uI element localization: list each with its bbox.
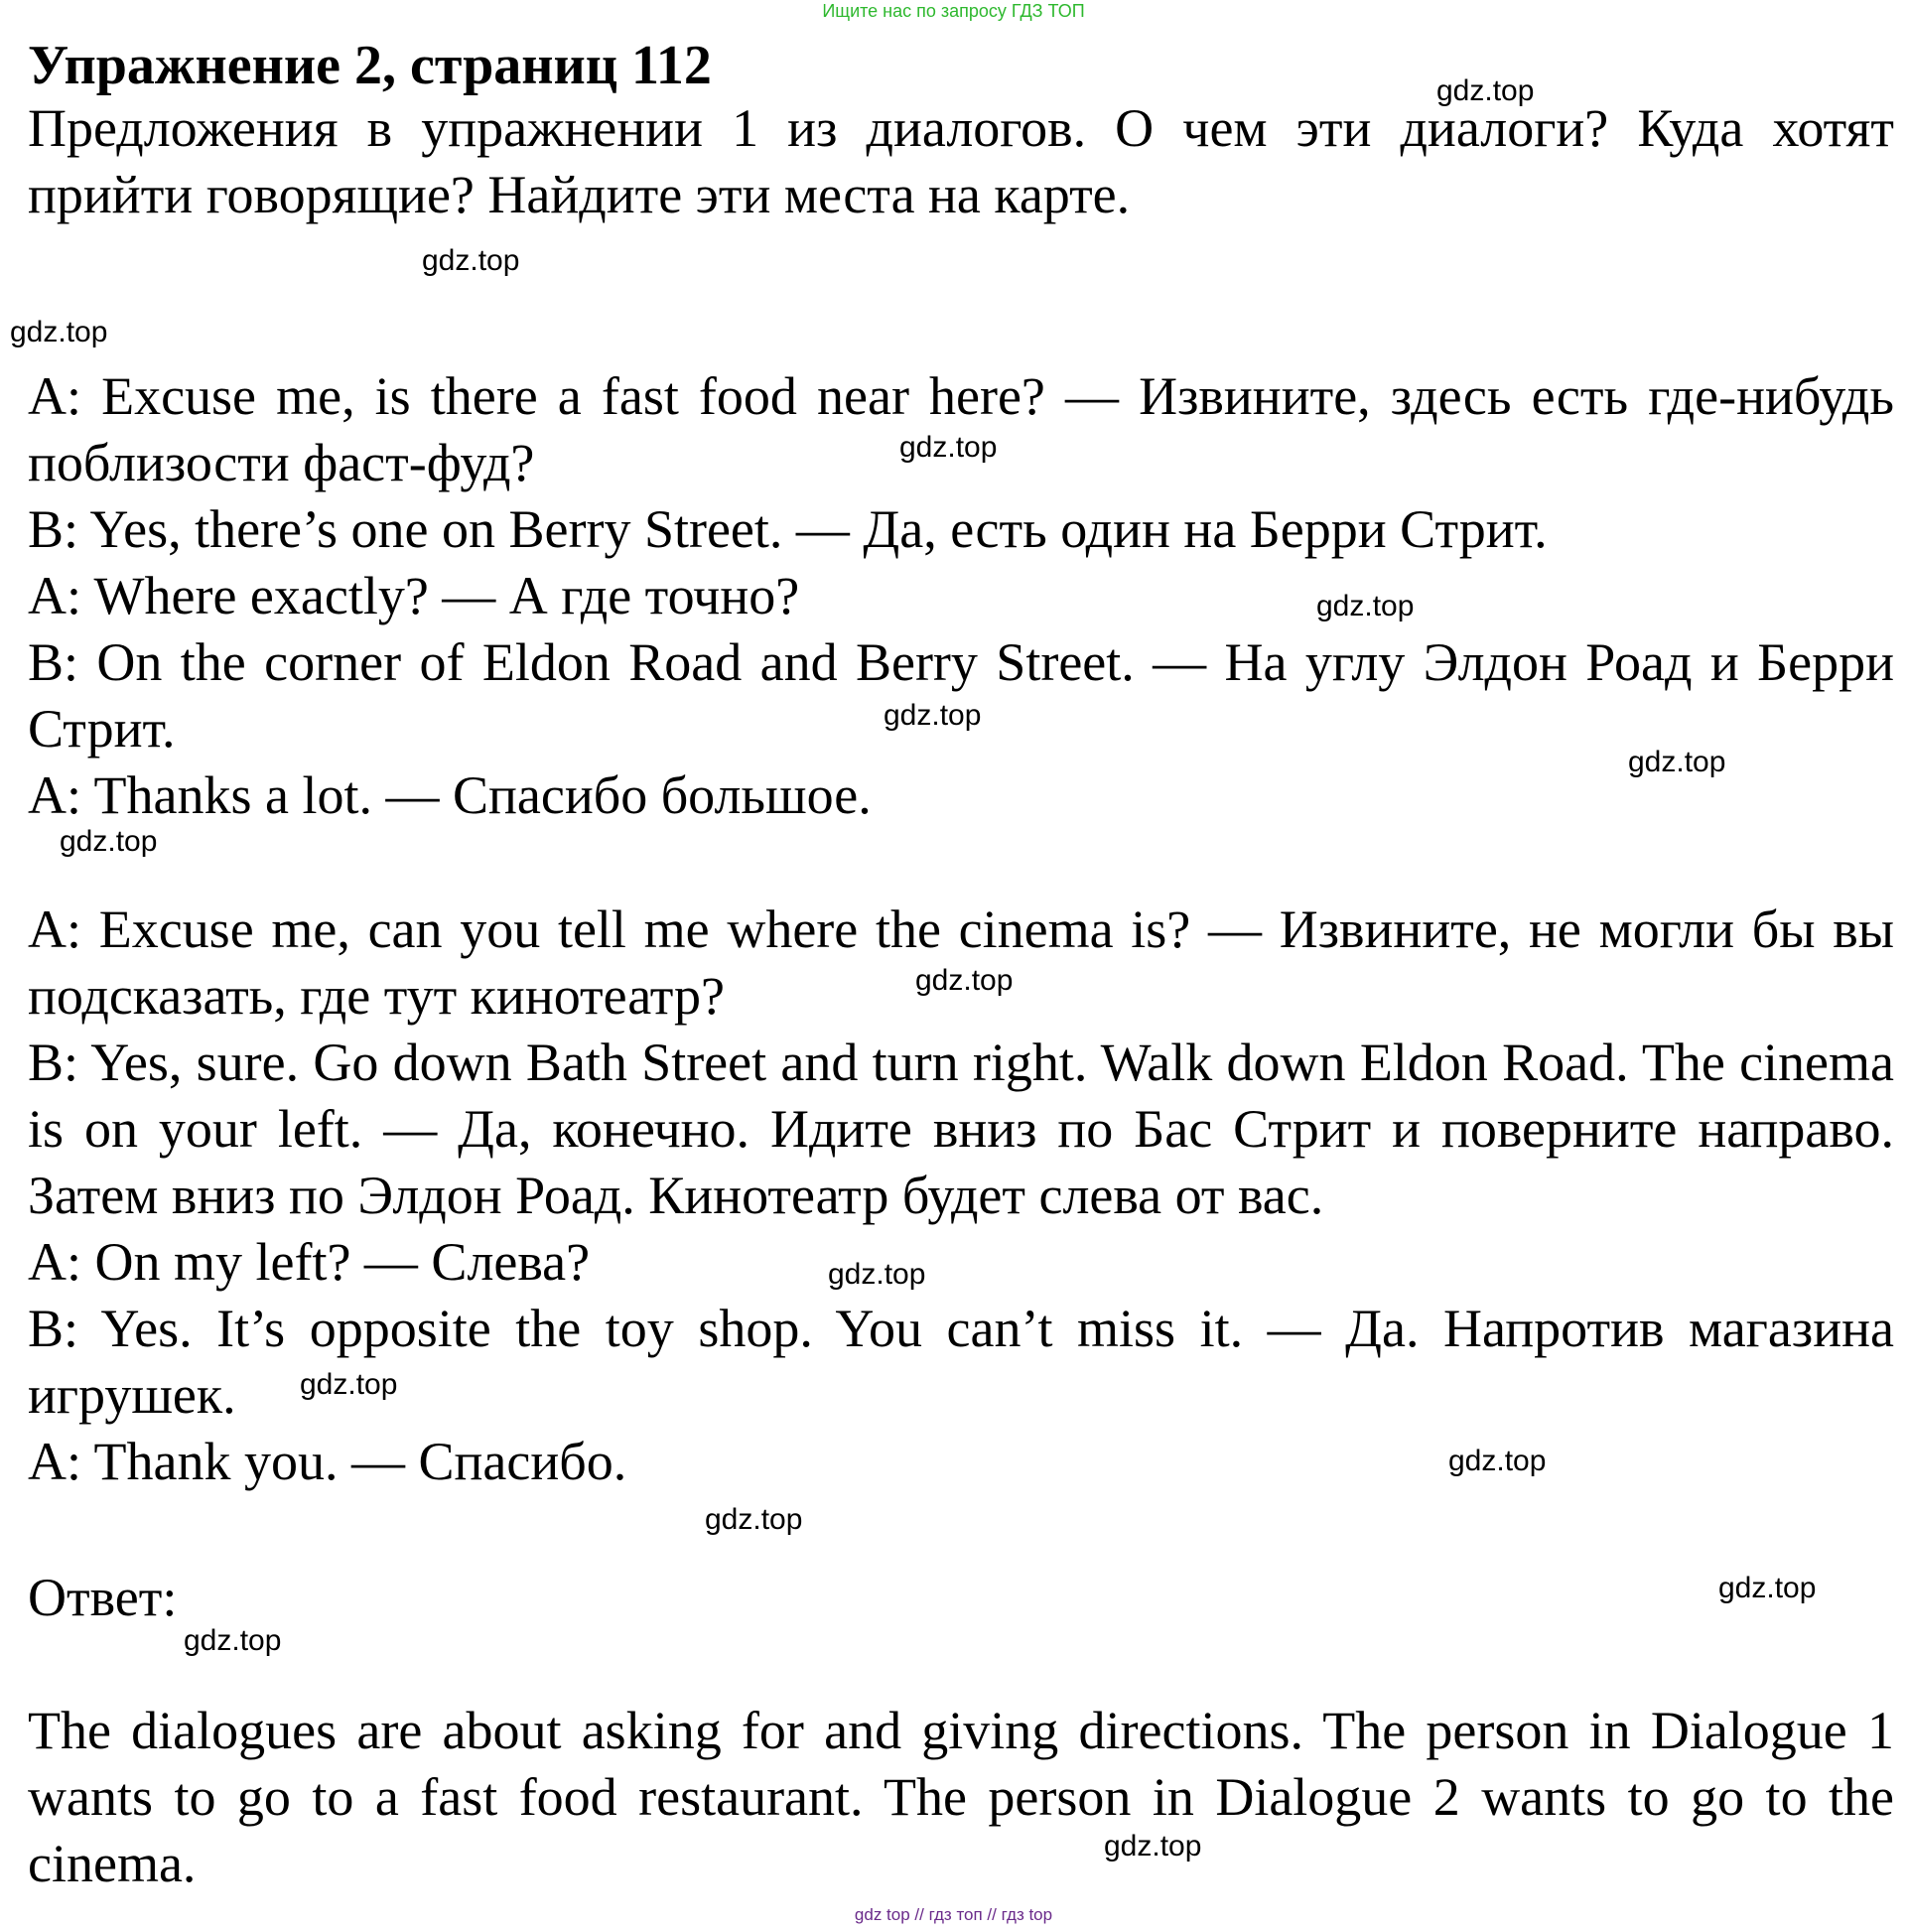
- watermark: gdz.top: [705, 1503, 803, 1536]
- page-title: Упражнение 2, страниц 112: [28, 35, 712, 96]
- watermark: gdz.top: [60, 825, 158, 858]
- dialogue-1-line: A: Where exactly? — А где точно?: [28, 566, 800, 625]
- watermark: gdz.top: [828, 1258, 926, 1291]
- instruction-text: [28, 95, 1894, 228]
- watermark: gdz.top: [1718, 1572, 1817, 1604]
- dialogue-2-line: B: Yes, sure. Go down Bath Street and turn right. Walk down Eldon Road. The cinema is on your left. — Да, конечно. Идите вниз по Бас Стрит и поверните направо. Затем вниз по Элдон Роад. Кинотеатр будет слева от вас.: [28, 1033, 1894, 1225]
- answer-label-text: Ответ:: [28, 1568, 178, 1627]
- dialogue-2-line: A: On my left? — Слева?: [28, 1232, 591, 1292]
- instruction-paragraph: Предложения в упражнении 1 из диалогов. О чем эти диалоги? Куда хотят прийти говорящие? Найдите эти места на карте.: [28, 98, 1894, 224]
- answer-label: [28, 1565, 1894, 1631]
- watermark: gdz.top: [899, 431, 998, 464]
- watermark: gdz.top: [1316, 590, 1415, 622]
- watermark: gdz.top: [1436, 74, 1535, 107]
- watermark: gdz.top: [10, 316, 108, 348]
- dialogue-1-line: B: Yes, there’s one on Berry Street. — Да, есть один на Берри Стрит.: [28, 499, 1548, 559]
- answer-paragraph: The dialogues are about asking for and giving directions. The person in Dialogue 1 wants to go to a fast food restaurant. The person in Dialogue 2 wants to go to the cinema.: [28, 1701, 1894, 1893]
- watermark: gdz.top: [1628, 746, 1726, 778]
- watermark: gdz.top: [884, 699, 982, 732]
- watermark: gdz.top: [184, 1624, 282, 1657]
- bottom-banner-link[interactable]: gdz top // гдз топ // гдз top: [854, 1905, 1053, 1924]
- dialogue-2-line: A: Excuse me, can you tell me where the cinema is? — Извините, не могли бы вы подсказать, где тут кинотеатр?: [28, 899, 1894, 1026]
- dialogue-2-line: A: Thank you. — Спасибо.: [28, 1432, 627, 1491]
- dialogue-1-line: A: Thanks a lot. — Спасибо большое.: [28, 765, 872, 825]
- watermark: gdz.top: [422, 244, 520, 277]
- dialogue-1-line: B: On the corner of Eldon Road and Berry Street. — На углу Элдон Роад и Берри Стрит.: [28, 632, 1894, 759]
- dialogue-2-line: B: Yes. It’s opposite the toy shop. You can’t miss it. — Да. Напротив магазина игрушек.: [28, 1299, 1894, 1425]
- watermark: gdz.top: [1448, 1445, 1547, 1477]
- watermark: gdz.top: [300, 1368, 398, 1401]
- watermark: gdz.top: [1104, 1830, 1202, 1863]
- top-banner-link[interactable]: Ищите нас по запросу ГДЗ ТОП: [822, 1, 1085, 21]
- dialogue-1-line: A: Excuse me, is there a fast food near here? — Извините, здесь есть где-нибудь поблизости фаст-фуд?: [28, 366, 1894, 492]
- answer-text: [28, 1698, 1894, 1897]
- watermark: gdz.top: [915, 964, 1014, 997]
